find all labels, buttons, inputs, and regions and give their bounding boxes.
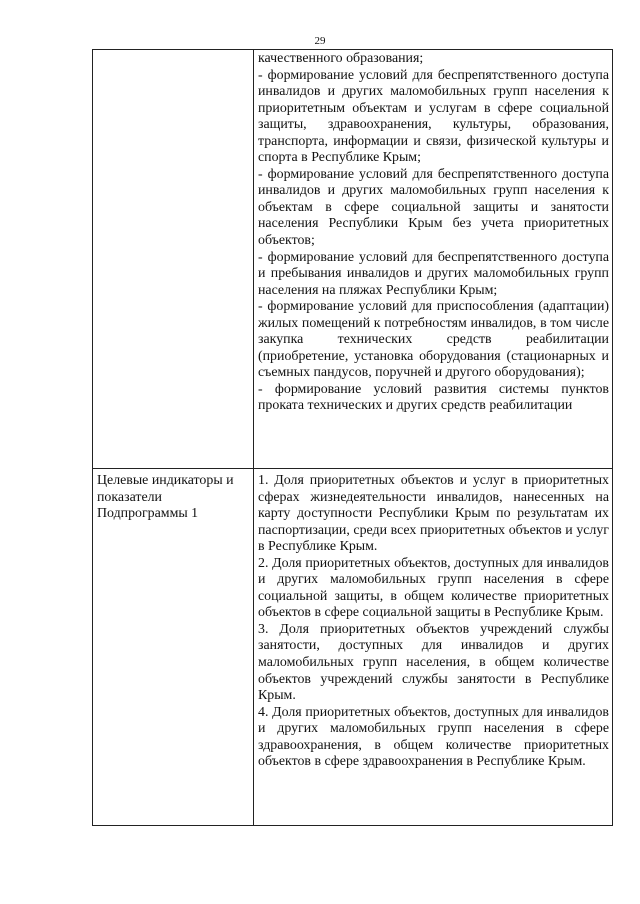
table-cell-content <box>254 469 613 826</box>
list-item: 1. Доля приоритетных объектов и услуг в приоритетных сферах жизнедеятельности инвалидов, нанесенных на карту доступности Республики Крым по результатам их паспортизации, среди всех приоритетных объектов и услуг в Республике Крым. <box>258 473 609 555</box>
list-item: - формирование условий для беспрепятственного доступа инвалидов и других маломобильных групп населения к приоритетным объектам и услугам в сфере социальной защиты, здравоохранения, культуры, образования, транспорта, информации и связи, физической культуры и спорта в Республике Крым; <box>258 67 609 166</box>
document-table <box>92 49 613 826</box>
table-row <box>93 469 613 826</box>
table-row <box>93 50 613 469</box>
row-label <box>93 50 253 54</box>
table-cell-label <box>93 50 254 469</box>
row-label: Целевые индикаторы и показатели Подпрограммы 1 <box>97 473 234 522</box>
list-item: - формирование условий для беспрепятственного доступа инвалидов и других маломобильных групп населения к объектам в сфере социальной защиты и занятости населения Республики Крым без учета приоритетных объектов; <box>258 166 609 249</box>
list-item: 4. Доля приоритетных объектов, доступных для инвалидов и других маломобильных групп населения в сфере здравоохранения, в общем количестве приоритетных объектов в сфере здравоохранения в Республике Крым. <box>258 704 609 770</box>
page-number: 29 <box>314 35 326 47</box>
list-item: 3. Доля приоритетных объектов учреждений службы занятости, доступных для инвалидов и других маломобильных групп населения, в общем количестве объектов учреждений службы занятости в Республике Крым. <box>258 621 609 704</box>
list-item: - формирование условий развития системы пунктов проката технических и других средств реабилитации <box>258 381 609 414</box>
table-cell-content <box>254 50 613 469</box>
list-item: 2. Доля приоритетных объектов, доступных для инвалидов и других маломобильных групп населения в сфере социальной защиты, в общем количестве приоритетных объектов в сфере социальной защиты в Республике Крым. <box>258 555 609 621</box>
list-item: - формирование условий для беспрепятственного доступа и пребывания инвалидов и других маломобильных групп населения на пляжах Республики Крым; <box>258 249 609 298</box>
list-item: - формирование условий для приспособления (адаптации) жилых помещений к потребностям инвалидов, в том числе закупка технических средств реабилитации (приобретение, установка оборудования (стационарных и съемных пандусов, поручней и другого оборудования); <box>258 299 609 381</box>
table-cell-label <box>93 469 254 826</box>
list-item: качественного образования; <box>258 51 424 66</box>
